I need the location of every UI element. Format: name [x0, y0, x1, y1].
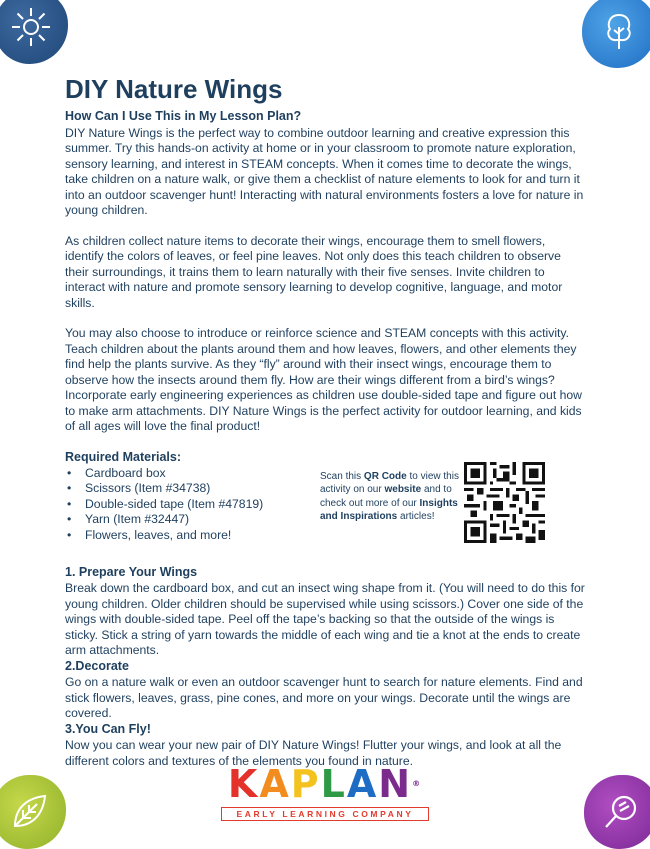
qr-text-part: Scan this: [320, 470, 364, 482]
logo-letter: L: [320, 762, 347, 806]
logo-letter: A: [259, 762, 291, 806]
list-item: • Flowers, leaves, and more!: [65, 528, 263, 544]
tree-icon: [582, 0, 650, 68]
materials-section: [65, 450, 587, 565]
sun-icon: [0, 0, 68, 64]
step-2-text: Go on a nature walk or even an outdoor scavenger hunt to search for nature elements. Find and stick flowers, leaves, grass, pine cones, and more on your wings. Decorate until the wings are covered.: [65, 675, 583, 720]
list-item: • Scissors (Item #34738): [65, 481, 263, 497]
kaplan-logo[interactable]: [0, 764, 650, 822]
qr-text-part: and to check out more of our: [320, 484, 452, 509]
step-3-heading: 3.You Can Fly!: [65, 721, 151, 736]
list-item: • Cardboard box: [65, 466, 263, 482]
logo-tagline: EARLY LEARNING COMPANY: [221, 807, 428, 821]
qr-instructions: [320, 470, 460, 524]
step-1-text: Break down the cardboard box, and cut an insect wing shape from it. (You will need to do this for young children. Older children should be supervised while using scissors.) Cover one side of the wings with double-sided tape. Peel off the tape’s backing so that the outside of the wings is sticky. Stick a string of yarn towards the middle of each wing and tie a knot at the ends to create arm attachments.: [65, 581, 585, 657]
list-item: • Double-sided tape (Item #47819): [65, 497, 263, 513]
page-title: DIY Nature Wings: [65, 74, 283, 104]
steam-paragraph: You may also choose to introduce or reinforce science and STEAM concepts with this activity. Teach children about the plants around them and how leaves, flowers, and other elements they find help the plants survive. As they “fly” around with their insect wings, encourage them to observe how the insects around them fly. How are their wings different from a bird’s wings? Incorporate early engineering experiences as children use double-sided tape and figure out how to make arm attachments. DIY Nature Wings is the perfect activity for outdoor learning, and kids of all ages will love the final product!: [65, 326, 582, 433]
section-heading: How Can I Use This in My Lesson Plan?: [65, 109, 302, 123]
logo-letter: P: [290, 762, 321, 806]
intro-paragraph: DIY Nature Wings is the perfect way to combine outdoor learning and creative expression this summer. Try this hands-on activity at home or in your classroom to promote nature exploration, sensory learning, and interest in STEAM concepts. When it comes time to decorate the wings, take children on a nature walk, or give them a checklist of nature elements to look for and turn it into an outdoor scavenger hunt! Interacting with natural environments fosters a love for nature in young children.: [65, 125, 584, 217]
insights-link[interactable]: Insights and Inspirations: [320, 497, 458, 522]
logo-letter: K: [227, 762, 260, 806]
qr-text-part: articles!: [397, 511, 435, 522]
qr-code[interactable]: [464, 462, 545, 543]
sensory-paragraph: As children collect nature items to decorate their wings, encourage them to smell flowers, identify the colors of leaves, or feel pine leaves. Not only does this teach children to observe their surroundings, it trains them to learn naturally with their five senses. Invite children to interact with nature and promote sensory learning to develop cognitive, language, and motor skills.: [65, 233, 563, 310]
materials-list: [65, 466, 263, 544]
step-3-text: Now you can wear your new pair of DIY Nature Wings! Flutter your wings, and look at all the different colors and textures of the elements you found in nature.: [65, 738, 562, 768]
registered-mark: ®: [412, 779, 423, 788]
step-1-heading: 1. Prepare Your Wings: [65, 564, 198, 579]
logo-letter: N: [378, 762, 413, 806]
website-link[interactable]: website: [384, 484, 422, 495]
materials-heading: Required Materials:: [65, 449, 182, 464]
qr-text-bold: QR Code: [363, 470, 407, 482]
list-item: • Yarn (Item #32447): [65, 512, 263, 528]
lesson-content: [65, 109, 587, 769]
logo-wordmark: [0, 764, 650, 804]
step-2-heading: 2.Decorate: [65, 658, 129, 673]
qr-text-part: to view this activity on our: [320, 470, 459, 495]
logo-letter: A: [346, 762, 379, 806]
